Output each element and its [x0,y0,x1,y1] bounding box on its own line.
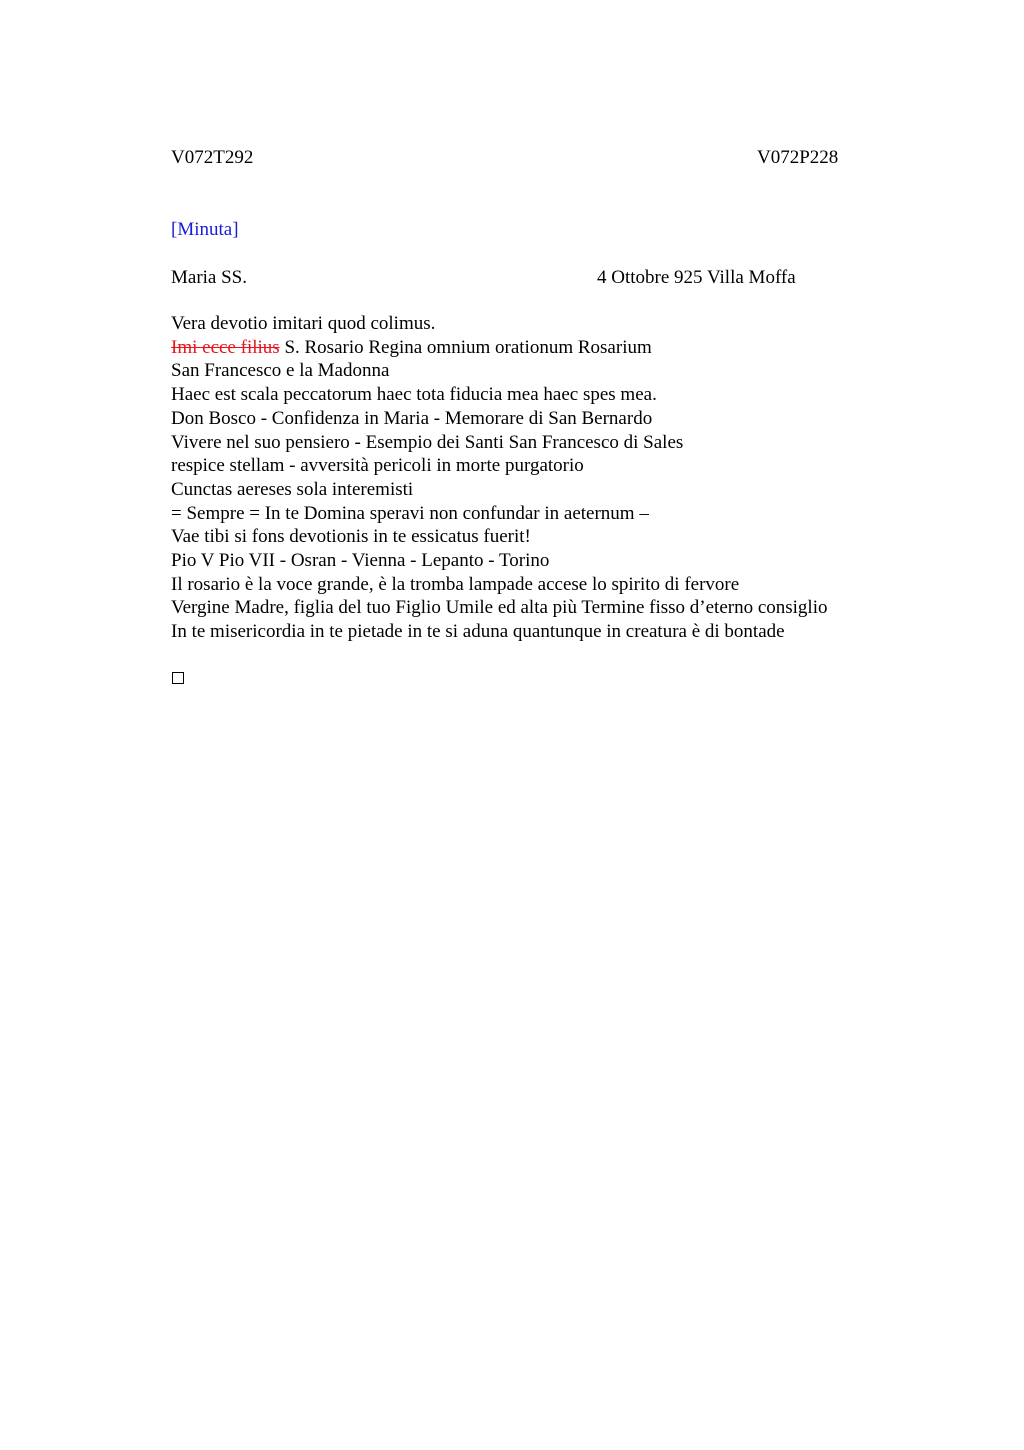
checkbox-icon [172,672,184,684]
body-line: Vergine Madre, figlia del tuo Figlio Umile ed alta più Termine fisso d’eterno consiglio [171,597,828,619]
document-code-right: V072P228 [757,147,839,168]
body-line: Pio V Pio VII - Osran - Vienna - Lepanto - Torino [171,550,550,572]
document-subject: Maria SS. [171,267,247,288]
document-body [171,312,828,644]
body-line: In te misericordia in te pietade in te si aduna quantunque in creatura è di bontade [171,621,785,643]
body-line: respice stellam - avversità pericoli in morte purgatorio [171,455,584,477]
body-line: = Sempre = In te Domina speravi non confundar in aeternum – [171,502,649,524]
document-code-left: V072T292 [171,147,254,168]
struck-text: Imi ecce filius [171,336,280,358]
body-line: Vera devotio imitari quod colimus. [171,313,436,334]
body-line: Il rosario è la voce grande, è la tromba lampade accese lo spirito di fervore [171,573,740,595]
body-line: Vivere nel suo pensiero - Esempio dei Santi San Francesco di Sales [171,431,684,453]
body-line: Vae tibi si fons devotionis in te essicatus fuerit! [171,526,531,548]
body-line: San Francesco e la Madonna [171,360,390,382]
body-line: Don Bosco - Confidenza in Maria - Memorare di San Bernardo [171,407,653,429]
minuta-label: [Minuta] [171,219,239,240]
body-line: Imi ecce filius S. Rosario Regina omnium orationum Rosarium [171,336,652,358]
document-date-place: 4 Ottobre 925 Villa Moffa [597,267,796,288]
body-line: Haec est scala peccatorum haec tota fiducia mea haec spes mea. [171,384,657,406]
body-line: Cunctas aereses sola interemisti [171,478,414,500]
